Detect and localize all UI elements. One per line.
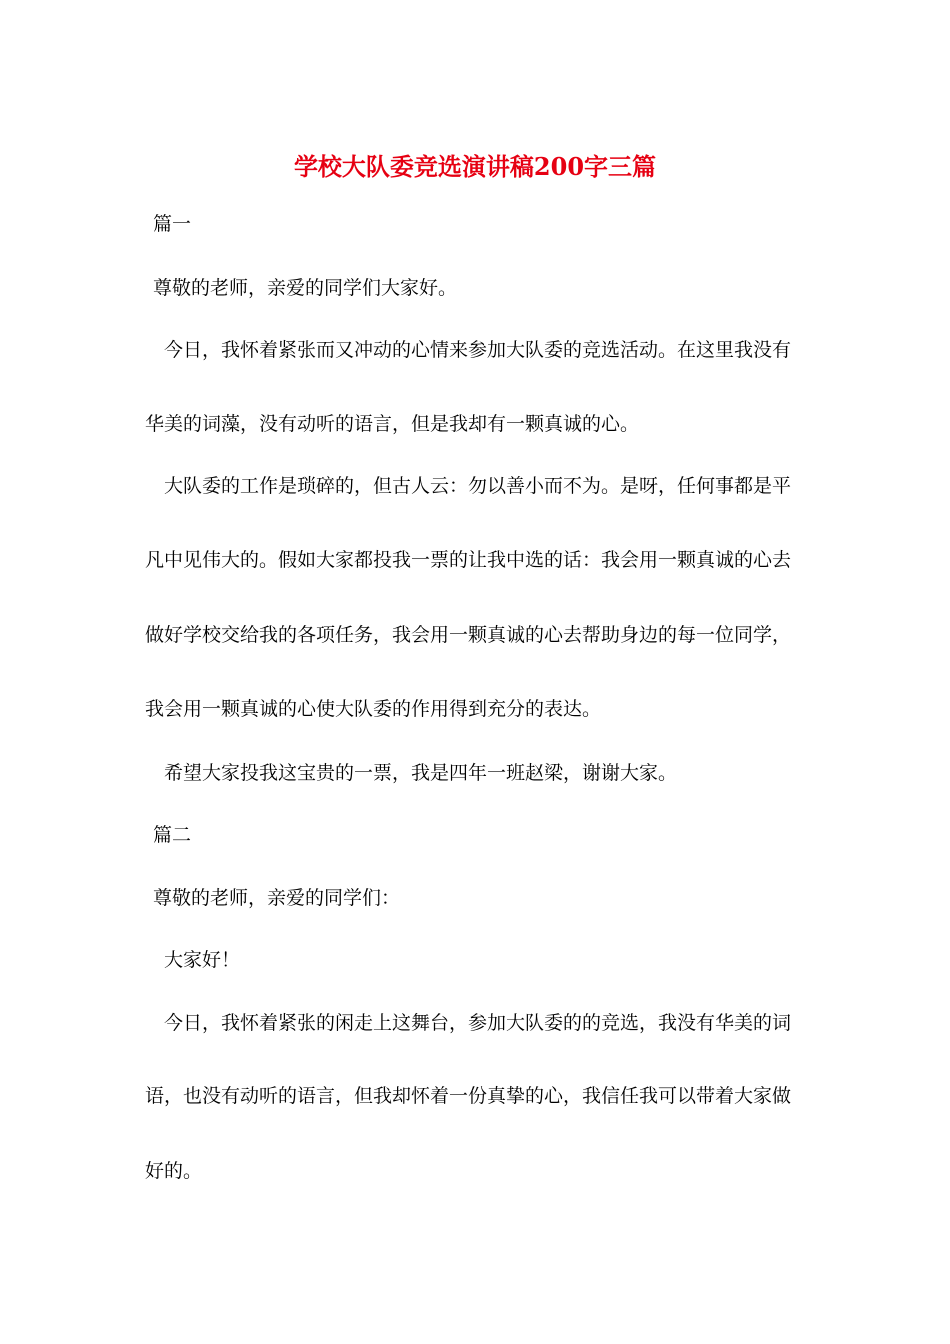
salutation: 尊敬的老师，亲爱的同学们大家好。 — [153, 277, 458, 299]
paragraph-line: 今日，我怀着紧张而又冲动的心情来参加大队委的竞选活动。在这里我没有 — [164, 339, 792, 361]
paragraph-line: 华美的词藻，没有动听的语言，但是我却有一颗真诚的心。 — [145, 413, 640, 435]
paragraph-line: 好的。 — [145, 1160, 203, 1182]
paragraph-line: 做好学校交给我的各项任务，我会用一颗真诚的心去帮助身边的每一位同学， — [145, 624, 792, 646]
paragraph-line: 希望大家投我这宝贵的一票，我是四年一班赵梁，谢谢大家。 — [164, 762, 678, 784]
paragraph-line: 凡中见伟大的。假如大家都投我一票的让我中选的话：我会用一颗真诚的心去 — [145, 549, 792, 571]
salutation: 尊敬的老师，亲爱的同学们： — [153, 887, 401, 909]
section-heading: 篇一 — [153, 213, 192, 235]
greeting: 大家好！ — [164, 949, 241, 971]
paragraph-line: 语，也没有动听的语言，但我却怀着一份真挚的心，我信任我可以带着大家做 — [145, 1085, 792, 1107]
paragraph-line: 大队委的工作是琐碎的，但古人云：勿以善小而不为。是呀，任何事都是平 — [164, 475, 792, 497]
paragraph-line: 我会用一颗真诚的心使大队委的作用得到充分的表达。 — [145, 698, 602, 720]
section-heading: 篇二 — [153, 824, 192, 846]
document-title: 学校大队委竞选演讲稿200字三篇 — [293, 152, 657, 181]
paragraph-line: 今日，我怀着紧张的闲走上这舞台，参加大队委的的竞选，我没有华美的词 — [164, 1012, 792, 1034]
